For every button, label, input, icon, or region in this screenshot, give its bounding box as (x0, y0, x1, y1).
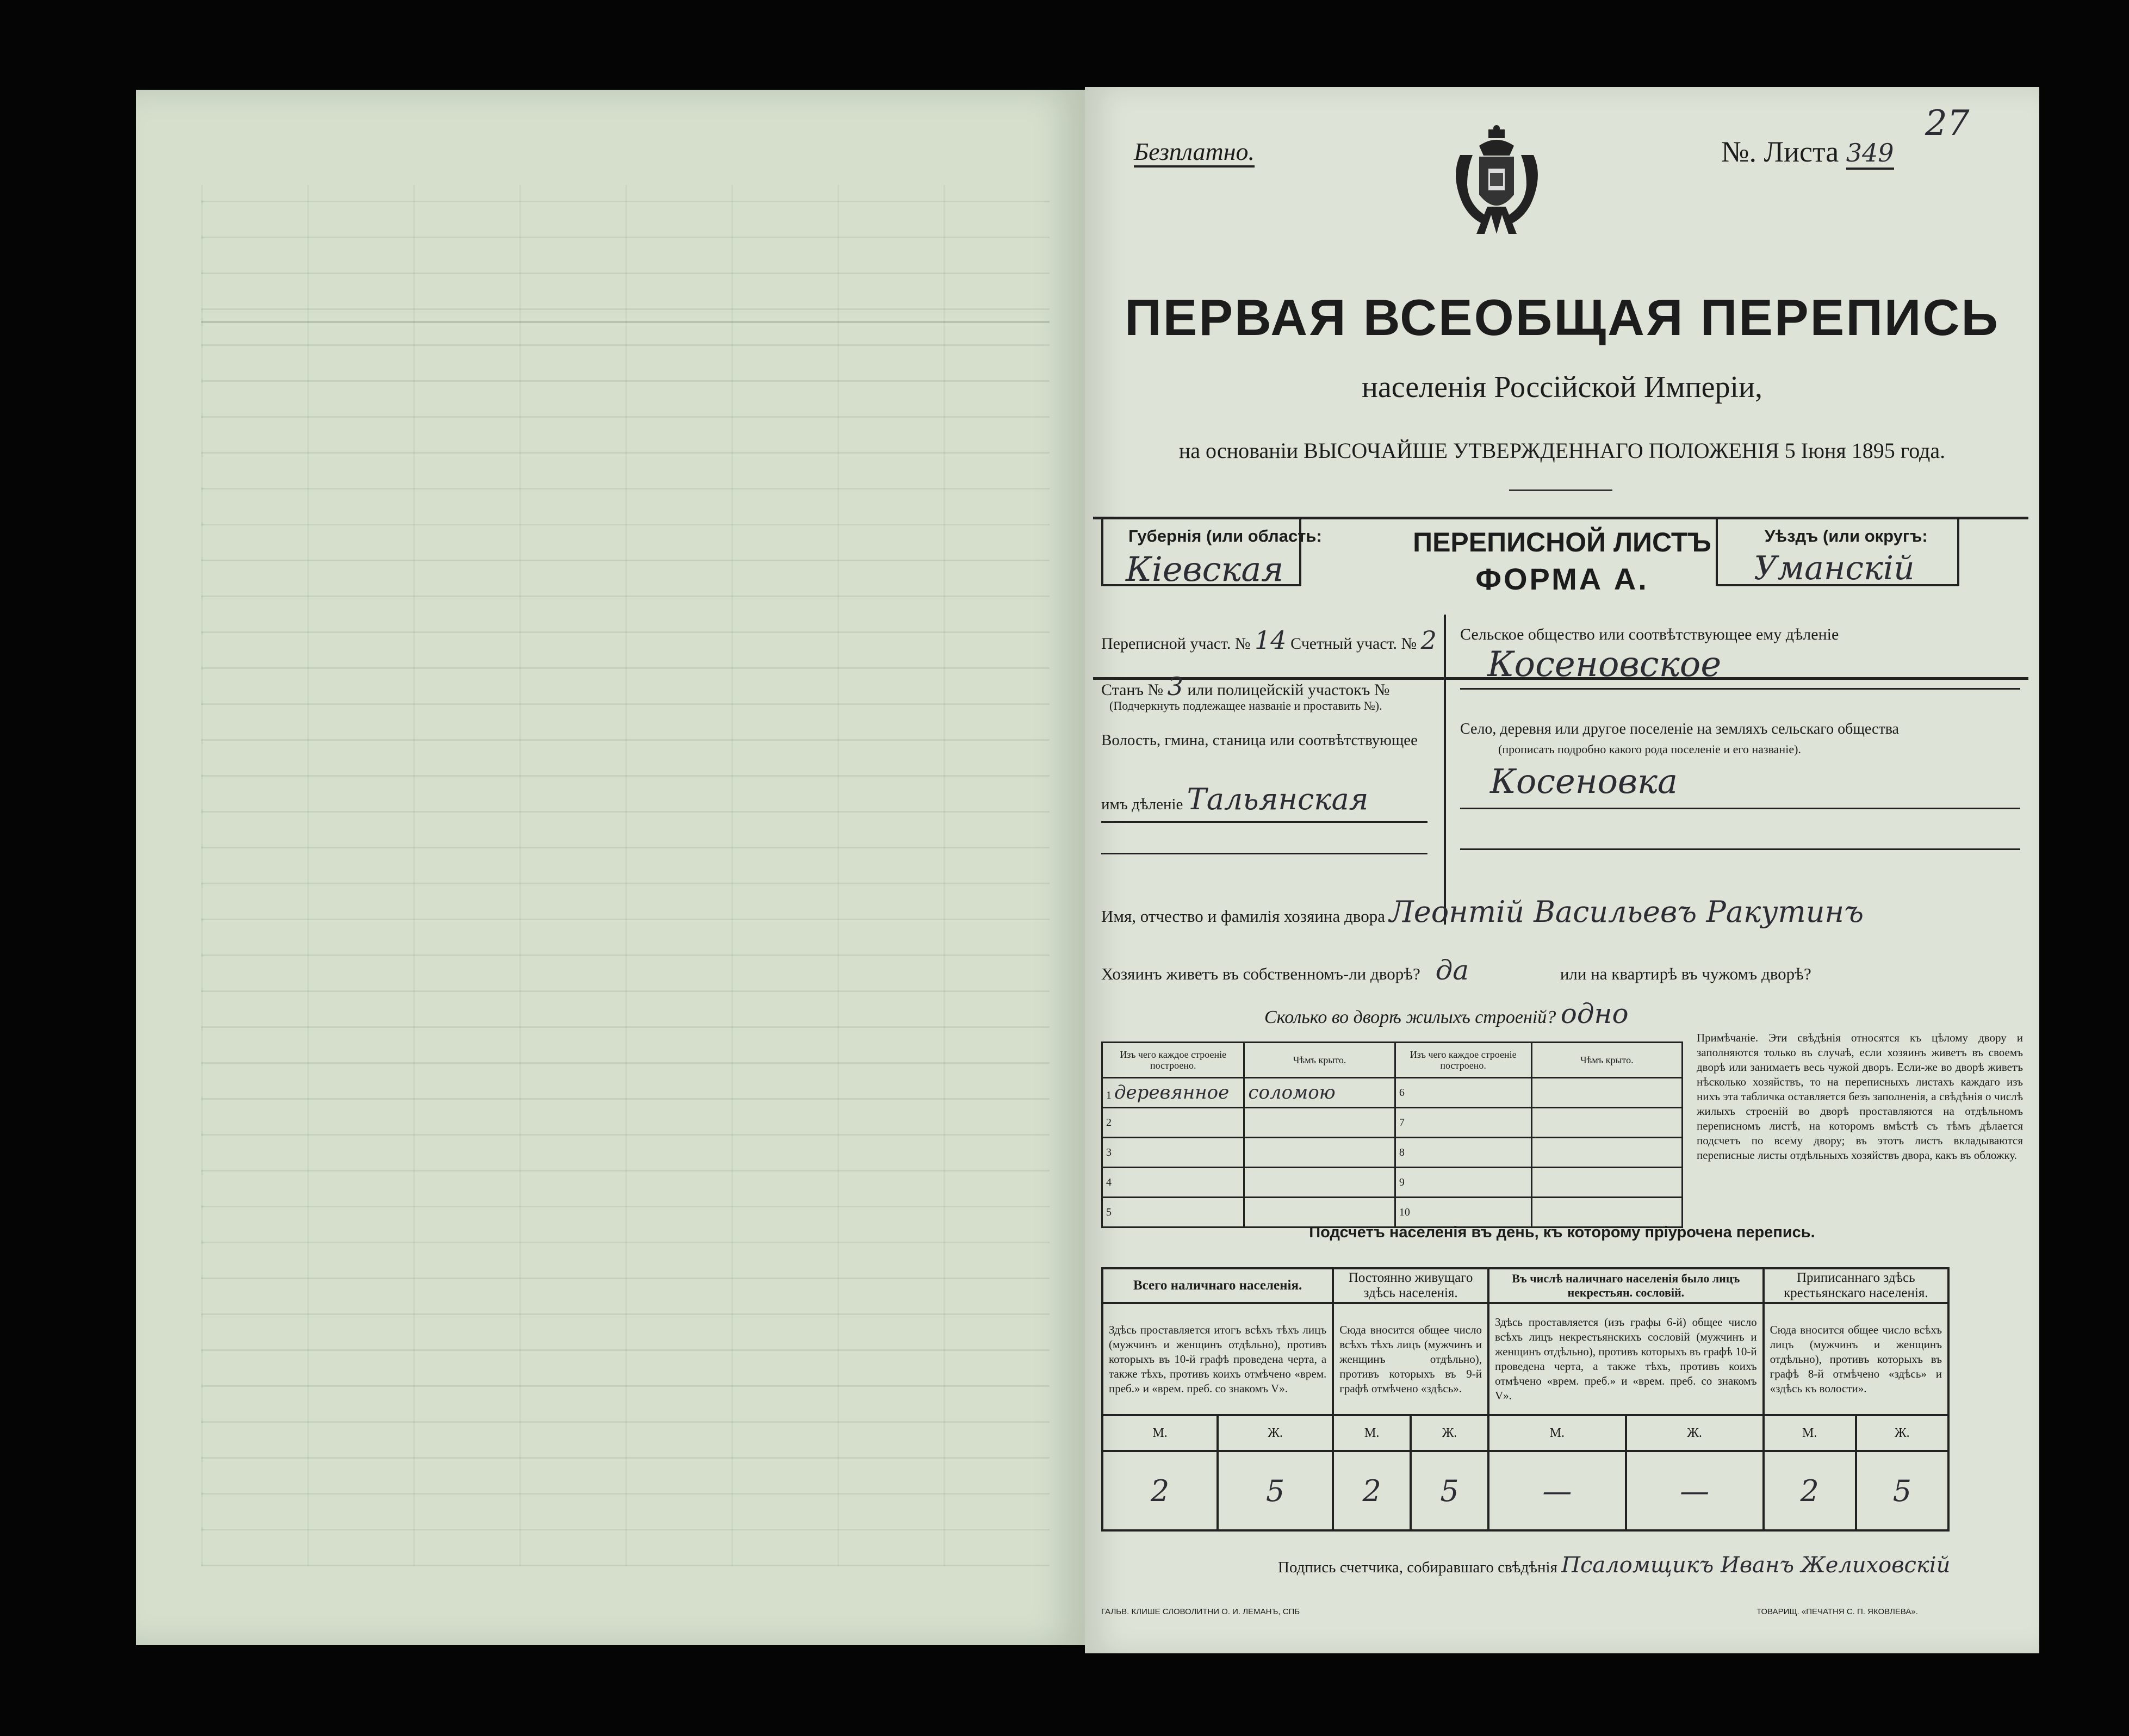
peasant-female-count: 5 (1856, 1451, 1948, 1530)
census-district-label: Переписной участ. № (1101, 635, 1251, 653)
registered-peasant-desc: Сюда вносится общее число всѣхъ лицъ (мужчинъ и женщинъ отдѣльно), противъ которыхъ въ графѣ 8-й отмѣчено «здѣсь» и «здѣсь къ волости». (1764, 1303, 1948, 1415)
registered-peasant-header: Приписаннаго здѣсь крестьянскаго населенія. (1764, 1268, 1948, 1303)
count-district-value: 2 (1420, 625, 1437, 655)
count-district-label: Счетный участ. № (1290, 635, 1417, 653)
volost-value: Тальянская (1187, 782, 1369, 816)
society-underline (1460, 688, 2020, 690)
female-label: Ж. (1411, 1415, 1488, 1451)
sheet-number-value: 349 (1846, 138, 1894, 170)
building-roof (1244, 1138, 1395, 1168)
building-roof (1531, 1078, 1682, 1108)
row-number: 6 (1395, 1078, 1531, 1108)
fields-divider (1444, 615, 1446, 925)
male-label: М. (1102, 1415, 1218, 1451)
form-variant: ФОРМА А. (1475, 562, 1649, 596)
male-label: М. (1764, 1415, 1856, 1451)
footer-imprint-left: ГАЛЬВ. КЛИШЕ СЛОВОЛИТНИ О. И. ЛЕМАНЪ, СПБ (1101, 1607, 1300, 1616)
female-label: Ж. (1856, 1415, 1948, 1451)
table-row (1102, 1138, 1683, 1168)
form-main-title: ПЕРВАЯ ВСЕОБЩАЯ ПЕРЕПИСЬ (1125, 289, 2000, 346)
roof-header: Чѣмъ крыто. (1244, 1043, 1395, 1078)
table-row (1102, 1108, 1683, 1138)
village-note: (прописать подробно какого рода поселеніе и его названіе). (1498, 742, 1801, 756)
show-through-header (201, 185, 1050, 323)
material-header: Изъ чего каждое строеніе построено. (1102, 1043, 1244, 1078)
village-value: Косеновка (1490, 761, 1678, 801)
buildings-count-value: одно (1560, 998, 1629, 1030)
row-number: 2 (1102, 1108, 1244, 1138)
roof-header-2: Чѣмъ крыто. (1531, 1043, 1682, 1078)
owner-lives-or: или на квартирѣ въ чужомъ дворѣ? (1560, 964, 1811, 983)
row-number: 3 (1102, 1138, 1244, 1168)
volost-underline (1101, 821, 1427, 823)
volost-underline-2 (1101, 853, 1427, 854)
non-peasant-desc: Здѣсь проставляется (изъ графы 6-й) общее число всѣхъ лицъ некрестьянскихъ сословій (мужчинъ и женщинъ отдѣльно), противъ которыхъ въ графѣ 10-й проведена черта, а также тѣхъ, противъ коихъ отмѣчено «врем. преб.» и «врем. преб. со знакомъ V». (1488, 1303, 1764, 1415)
table-row (1102, 1078, 1683, 1108)
volost-label-cont: имъ дѣленіе (1101, 796, 1183, 813)
row-number: 4 (1102, 1168, 1244, 1198)
row-number: 9 (1395, 1168, 1531, 1198)
imperial-eagle-emblem (1449, 125, 1544, 242)
village-label: Село, деревня или другое поселеніе на земляхъ сельскаго общества (1460, 721, 1899, 737)
census-form-page (1085, 87, 2039, 1653)
owner-lives-label: Хозяинъ живетъ въ собственномъ-ли дворѣ? (1101, 964, 1420, 983)
permanent-population-header: Постоянно живущаго здѣсь населенія. (1333, 1268, 1488, 1303)
district-label: Уѣздъ (или округъ: (1765, 526, 1928, 545)
stan-or-label: или полицейскій участокъ № (1187, 681, 1390, 699)
show-through-grid (201, 185, 1050, 1566)
permanent-population-desc: Сюда вносится общее число всѣхъ тѣхъ лицъ (мужчинъ и женщинъ отдѣльно), противъ которыхъ въ 9-й графѣ отмѣчено «здѣсь». (1333, 1303, 1488, 1415)
owner-lives-value: да (1435, 954, 1469, 986)
building-roof (1531, 1138, 1682, 1168)
row-number: 10 (1395, 1198, 1531, 1227)
total-population-desc: Здѣсь проставляется итогъ всѣхъ тѣхъ лицъ (мужчинъ и женщинъ отдѣльно), противъ которыхъ въ 10-й графѣ проведена черта, а также тѣхъ, противъ коихъ отмѣчено «врем. преб.» и «врем. преб. со знакомъ V». (1102, 1303, 1333, 1415)
province-label: Губернія (или область: (1128, 526, 1322, 545)
total-male-count: 2 (1102, 1451, 1218, 1530)
building-roof (1244, 1108, 1395, 1138)
female-label: Ж. (1218, 1415, 1333, 1451)
non-peasant-header: Въ числѣ наличнаго населенія было лицъ некрестьян. сословій. (1488, 1268, 1764, 1303)
building-roof: соломою (1244, 1078, 1395, 1108)
free-label: Безплатно. (1134, 138, 1255, 168)
building-roof (1531, 1108, 1682, 1138)
society-label: Сельское общество или соотвѣтствующее ему дѣленіе (1460, 625, 1839, 643)
table-row (1102, 1168, 1683, 1198)
footer-imprint-right: ТОВАРИЩ. «ПЕЧАТНЯ С. П. ЯКОВЛЕВА». (1756, 1607, 1918, 1616)
owner-name-label: Имя, отчество и фамилія хозяина двора (1101, 907, 1385, 926)
building-roof (1531, 1168, 1682, 1198)
non-peasant-female-count: — (1626, 1451, 1764, 1530)
district-value: Уманскій (1754, 549, 1915, 587)
signature-value: Псаломщикъ Иванъ Желиховскій (1561, 1553, 1951, 1578)
building-roof (1531, 1198, 1682, 1227)
female-label: Ж. (1626, 1415, 1764, 1451)
stan-note: (Подчеркнуть подлежащее названіе и проставить №). (1109, 699, 1382, 712)
row-number: 8 (1395, 1138, 1531, 1168)
sheet-number-label: №. Листа (1721, 135, 1839, 168)
sheet-number-overwrite: 27 (1925, 103, 1970, 144)
village-underline-2 (1460, 848, 2020, 850)
building-roof (1244, 1168, 1395, 1198)
permanent-female-count: 5 (1411, 1451, 1488, 1530)
row-number: 1 (1106, 1089, 1112, 1101)
owner-name-value: Леонтій Васильевъ Ракутинъ (1389, 895, 1864, 929)
population-table (1101, 1267, 1950, 1532)
ornament-divider (1509, 489, 1612, 491)
peasant-male-count: 2 (1764, 1451, 1856, 1530)
census-district-value: 14 (1255, 625, 1287, 655)
society-value: Косеновское (1487, 644, 1722, 685)
buildings-table (1101, 1041, 1683, 1221)
material-header-2: Изъ чего каждое строеніе построено. (1395, 1043, 1531, 1078)
row-number: 7 (1395, 1108, 1531, 1138)
row-number: 5 (1102, 1198, 1244, 1227)
left-page-blank (136, 90, 1085, 1645)
male-label: М. (1333, 1415, 1411, 1451)
stan-value: 3 (1167, 672, 1183, 701)
buildings-count-label: Сколько во дворѣ жилыхъ строеній? (1264, 1007, 1556, 1027)
signature-label: Подпись счетчика, собиравшаго свѣдѣнія (1278, 1559, 1557, 1576)
population-title: Подсчетъ населенія въ день, къ которому пріурочена перепись. (1309, 1224, 1815, 1241)
total-female-count: 5 (1218, 1451, 1333, 1530)
form-subtitle: населенія Россійской Имперіи, (1361, 370, 1763, 404)
buildings-note: Примѣчаніе. Эти свѣдѣнія относятся къ цѣлому двору и заполняются только въ случаѣ, если хозяинъ живетъ въ своемъ дворѣ или занимаетъ весь чужой дворъ. Если-же во дворѣ живетъ нѣсколько хозяйствъ, то на переписныхъ листахъ каждаго изъ нихъ эта табличка оставляется безъ заполненія, а свѣдѣнія о числѣ жилыхъ строеній во дворѣ проставляются на отдѣльномъ переписномъ листѣ, на которомъ вмѣстѣ съ тѣмъ дѣлается подсчетъ по всему двору; въ этотъ листъ вкладываются переписные листы отдѣльныхъ хозяйствъ двора, какъ въ обложку. (1697, 1031, 2023, 1162)
form-title: ПЕРЕПИСНОЙ ЛИСТЪ (1413, 527, 1711, 557)
village-underline (1460, 808, 2020, 809)
province-value: Кіевская (1126, 549, 1284, 589)
total-population-header: Всего наличнаго населенія. (1102, 1268, 1333, 1303)
building-roof (1244, 1198, 1395, 1227)
permanent-male-count: 2 (1333, 1451, 1411, 1530)
building-material: деревянное (1114, 1082, 1230, 1103)
stan-label: Станъ № (1101, 681, 1164, 699)
volost-label: Волость, гмина, станица или соотвѣтствующее (1101, 731, 1418, 749)
form-legal-basis: на основаніи ВЫСОЧАЙШЕ УТВЕРЖДЕННАГО ПОЛОЖЕНІЯ 5 Іюня 1895 года. (1178, 438, 1946, 463)
non-peasant-male-count: — (1488, 1451, 1626, 1530)
table-row (1102, 1198, 1683, 1227)
male-label: М. (1488, 1415, 1626, 1451)
